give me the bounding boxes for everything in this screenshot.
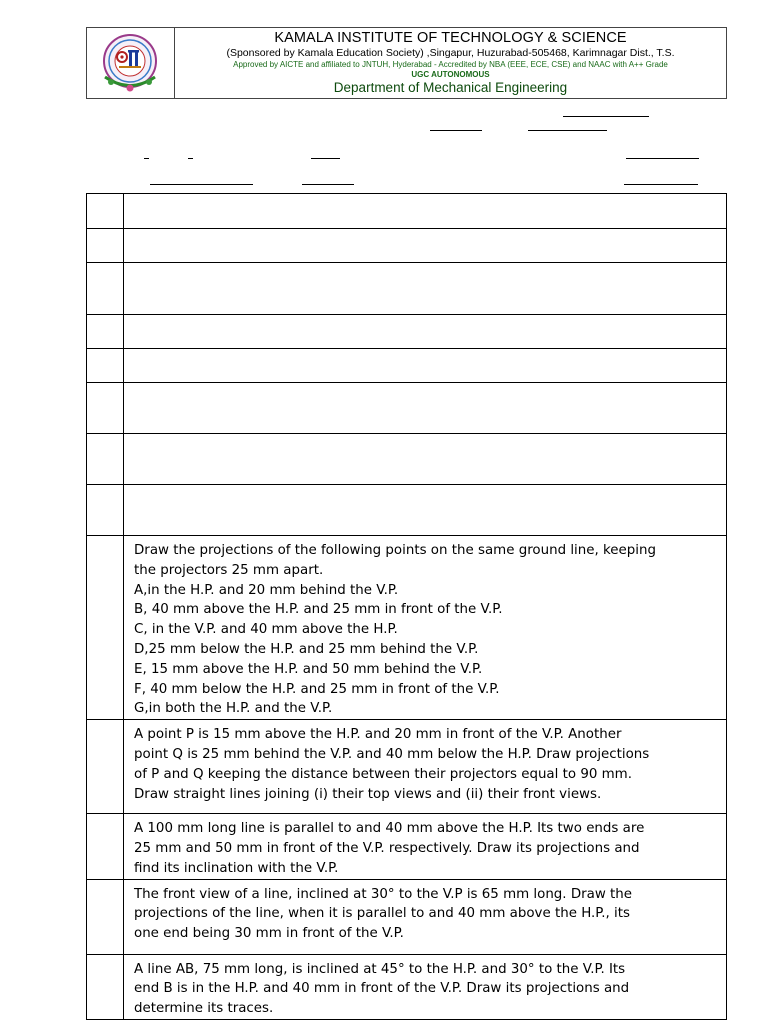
question-cell xyxy=(124,434,727,485)
question-line: D,25 mm below the H.P. and 25 mm behind the V.P. xyxy=(134,641,479,657)
question-cell xyxy=(124,229,727,263)
empty-row xyxy=(87,383,727,434)
question-text xyxy=(124,536,726,719)
blank-line xyxy=(528,130,607,131)
question-line: G,in both the H.P. and the V.P. xyxy=(134,701,333,717)
question-text xyxy=(124,880,726,944)
number-cell xyxy=(87,263,124,315)
blank-line xyxy=(563,116,649,117)
college-logo xyxy=(97,32,163,94)
question-cell xyxy=(124,315,727,349)
blank-line xyxy=(144,158,149,159)
question-line: F, 40 mm below the H.P. and 25 mm in front of the V.P. xyxy=(134,681,500,697)
logo-cell xyxy=(87,28,175,98)
empty-row xyxy=(87,315,727,349)
number-cell xyxy=(87,720,124,814)
empty-row xyxy=(87,229,727,263)
question-cell xyxy=(124,263,727,315)
question-cell xyxy=(124,485,727,536)
blank-line xyxy=(430,130,482,131)
empty-row xyxy=(87,349,727,383)
blank-line xyxy=(150,184,253,185)
number-cell xyxy=(87,536,124,720)
number-cell xyxy=(87,814,124,879)
question-row xyxy=(87,879,727,954)
blank-line xyxy=(626,158,699,159)
question-text xyxy=(124,955,726,1019)
institution-header xyxy=(86,27,727,99)
question-cell xyxy=(124,194,727,229)
question-line: one end being 30 mm in front of the V.P. xyxy=(134,926,404,942)
question-table xyxy=(86,193,727,1020)
institute-name: KAMALA INSTITUTE OF TECHNOLOGY & SCIENCE xyxy=(274,30,627,46)
number-cell xyxy=(87,879,124,954)
sponsor-line: (Sponsored by Kamala Education Society) ,Singapur, Huzurabad-505468, Karimnagar Dist., T.S. xyxy=(226,47,675,59)
question-line: the projectors 25 mm apart. xyxy=(134,562,324,578)
question-line: Draw straight lines joining (i) their top views and (ii) their front views. xyxy=(134,786,602,802)
blank-line xyxy=(624,184,698,185)
question-row xyxy=(87,814,727,879)
number-cell xyxy=(87,315,124,349)
question-cell xyxy=(124,814,727,879)
question-cell xyxy=(124,383,727,434)
empty-row xyxy=(87,485,727,536)
question-line: Draw the projections of the following points on the same ground line, keeping xyxy=(134,543,656,558)
number-cell xyxy=(87,434,124,485)
question-line: E, 15 mm above the H.P. and 50 mm behind the V.P. xyxy=(134,661,483,677)
empty-row xyxy=(87,434,727,485)
question-line: of P and Q keeping the distance between their projectors equal to 90 mm. xyxy=(134,766,632,782)
question-row xyxy=(87,954,727,1019)
number-cell xyxy=(87,229,124,263)
number-cell xyxy=(87,349,124,383)
question-line: The front view of a line, inclined at 30° to the V.P is 65 mm long. Draw the xyxy=(134,886,633,902)
blank-line xyxy=(188,158,193,159)
question-line: A point P is 15 mm above the H.P. and 20 mm in front of the V.P. Another xyxy=(134,727,622,743)
question-line: C, in the V.P. and 40 mm above the H.P. xyxy=(134,622,398,638)
question-line: find its inclination with the V.P. xyxy=(134,860,339,876)
question-line: determine its traces. xyxy=(134,1001,274,1017)
question-cell xyxy=(124,349,727,383)
empty-row xyxy=(87,263,727,315)
question-line: 25 mm and 50 mm in front of the V.P. respectively. Draw its projections and xyxy=(134,840,640,856)
question-text xyxy=(124,720,726,804)
number-cell xyxy=(87,194,124,229)
header-text xyxy=(175,28,726,95)
question-line: A 100 mm long line is parallel to and 40 mm above the H.P. Its two ends are xyxy=(134,821,645,837)
question-row xyxy=(87,720,727,814)
question-line: projections of the line, when it is parallel to and 40 mm above the H.P., its xyxy=(134,906,630,922)
question-cell xyxy=(124,536,727,720)
question-line: point Q is 25 mm behind the V.P. and 40 mm below the H.P. Draw projections xyxy=(134,746,650,762)
question-cell xyxy=(124,879,727,954)
question-cell xyxy=(124,720,727,814)
question-row xyxy=(87,536,727,720)
department-name: Department of Mechanical Engineering xyxy=(333,80,568,95)
blank-line xyxy=(302,184,354,185)
number-cell xyxy=(87,383,124,434)
number-cell xyxy=(87,485,124,536)
question-line: B, 40 mm above the H.P. and 25 mm in front of the V.P. xyxy=(134,602,503,618)
blank-line xyxy=(311,158,340,159)
approval-line: Approved by AICTE and affiliated to JNTUH, Hyderabad - Accredited by NBA (EEE, ECE, CSE) and NAAC with A++ Grade xyxy=(233,60,668,69)
empty-row xyxy=(87,194,727,229)
question-cell xyxy=(124,954,727,1019)
ugc-autonomous: UGC AUTONOMOUS xyxy=(411,70,490,79)
question-line: end B is in the H.P. and 40 mm in front of the V.P. Draw its projections and xyxy=(134,981,630,997)
number-cell xyxy=(87,954,124,1019)
question-line: A line AB, 75 mm long, is inclined at 45° to the H.P. and 30° to the V.P. Its xyxy=(134,961,626,977)
question-text xyxy=(124,814,726,878)
question-line: A,in the H.P. and 20 mm behind the V.P. xyxy=(134,582,399,598)
